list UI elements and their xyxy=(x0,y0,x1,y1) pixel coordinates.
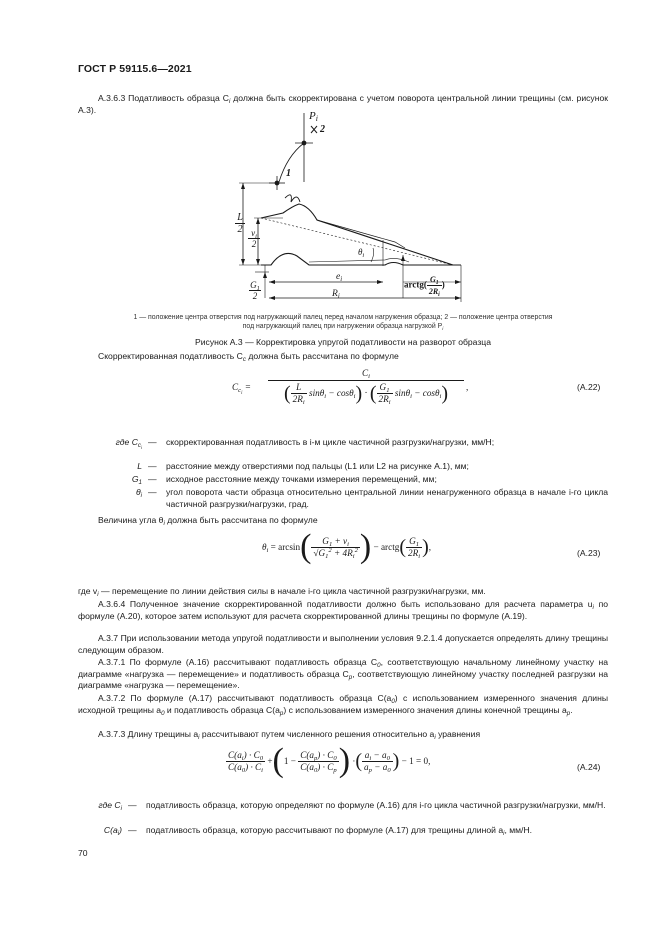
equation-number-a23: (А.23) xyxy=(577,548,601,558)
label-arctg: arctg( $\frac{G_1}{2R_i}$ ) xyxy=(404,275,445,298)
page-number: 70 xyxy=(78,848,88,858)
figure-caption-line1: 1 — положение центра отверстия под нагружающий палец перед началом нагружения образца; 2 — положение центра отверстия xyxy=(133,314,553,321)
definition-row: L — расстояние между отверстиями под пальцы (L1 или L2 на рисунке А.1), мм; xyxy=(137,461,469,471)
label-theta: $\theta_i$ xyxy=(358,247,365,259)
definition-row: где $C_{c_i}$ — скорректированная податливость в i-м цикле частичной разгрузки/нагрузки, мм/Н; xyxy=(115,437,495,450)
paragraph-a364: А.3.6.4 Полученное значение скорректированной податливости должно быть использовано для расчета параметра $u_i$ по формуле (А.20), которое затем используют для расчета скорректированной длины трещины по формуле (А.19). xyxy=(78,599,609,621)
paragraph-vi: где $v_i$ — перемещение по линии действия силы в начале i-го цикла частичной разгрузки/нагрузки, мм. xyxy=(78,586,486,598)
specimen-upper-rotated xyxy=(261,204,453,265)
definition-row: где $C_i$ — податливость образца, которую определяют по формуле (А.16) для i-го цикла частичной разгрузки/нагрузки, мм/Н. xyxy=(98,800,606,812)
label-G1-over-2: $G_1$ 2 xyxy=(250,280,260,301)
definition-row: $G_1$ — исходное расстояние между точками измерения перемещений, мм; xyxy=(131,474,437,486)
equation-a24: $\frac{C(a_i) \cdot C_0}{C(a_0) \cdot C_i}$ +(1 − $\frac{C(a_p) \cdot C_0}{C(a_0) \cdot C_p}$ ) ·( $\frac{a_i - a_0}{a_p - a_0}$ ) − 1 = 0, xyxy=(228,742,431,779)
equation-a23: $\theta_i = \arcsin$( $\frac{G_1 + v_i}{√G_1^2 + 4R_i^2}$ ) − arctg( $\frac{G_1}{2R_i}$ ), xyxy=(262,528,432,565)
equation-a22: $C_{c_i}$ = $C_i$ ( $\frac{L}{2R_i}$ sinθ$_i$ − cosθ$_i$) · ( $\frac{G_1}{2R_i}$ sinθ$_i$ − cosθ$_i$) , xyxy=(232,368,469,406)
figure-title: Рисунок А.3 — Корректировка упругой податливости на разворот образца xyxy=(194,337,491,347)
paragraph-a373: А.3.7.3 Длину трещины $a_i$ рассчитывают путем численного решения относительно $a_i$ уравнения xyxy=(98,729,481,741)
equation-number-a24: (А.24) xyxy=(577,762,601,772)
pin-hole-upper xyxy=(285,195,300,202)
label-v-over-2: $v_i$ 2 xyxy=(248,228,260,249)
paragraph-a372: А.3.7.2 По формуле (А.17) рассчитывают податливость образца $C(a_0)$ с использованием измеренного значения длины исходной трещины $a_0$ и податливость образца $C(a_p)$ с использованием измеренного значения длины конечной трещины $a_p$. xyxy=(78,693,609,717)
label-2: 2 xyxy=(320,124,325,135)
label-e: $e_i$ xyxy=(336,272,343,283)
rotation-arc xyxy=(279,143,304,182)
equation-number-a22: (А.22) xyxy=(577,382,601,392)
label-1: 1 xyxy=(286,168,291,179)
paragraph-a37: А.3.7 При использовании метода упругой податливости и выполнении условия 9.2.1.4 допускается определять длину трещины следующим образом. xyxy=(78,633,608,655)
paragraph-a363: А.3.6.3 Податливость образца $C_i$ должна быть скорректирована с учетом поворота центральной линии трещины (см. рисунок А.3). xyxy=(78,93,608,115)
label-R: $R_i$ xyxy=(332,289,340,300)
paragraph-theta: Величина угла $\theta_i$ должна быть рассчитана по формуле xyxy=(98,515,318,527)
paragraph-a371: А.3.7.1 По формуле (А.16) рассчитывают податливость образца $C_0$, соответствующую начальному линейному участку на диаграмме «нагрузка — перемещение» и податливость образца $C_p$, соответствующую линейному участку последней разгрузки на диаграмме «нагрузка — перемещение». xyxy=(78,657,608,690)
document-header: ГОСТ Р 59115.6—2021 xyxy=(78,63,192,75)
paragraph-corrected-compliance: Скорректированная податливость $C_c$ должна быть рассчитана по формуле xyxy=(98,351,399,363)
label-L-over-2: L 2 xyxy=(235,212,245,235)
definition-row: $\theta_i$ — угол поворота части образца относительно центральной линии ненагруженного образца в начале i-го цикла частичной разгрузки/нагрузки, град. xyxy=(135,487,608,509)
label-p2: $P_i$ xyxy=(309,110,318,123)
definition-row: $C(a_i)$ — податливость образца, которую рассчитывают по формуле (А.17) для трещины длиной $a_i$, мм/Н. xyxy=(103,825,533,837)
figure-caption-line2: под нагружающий палец при нагружении образца нагрузкой $P_i$ xyxy=(242,323,444,332)
